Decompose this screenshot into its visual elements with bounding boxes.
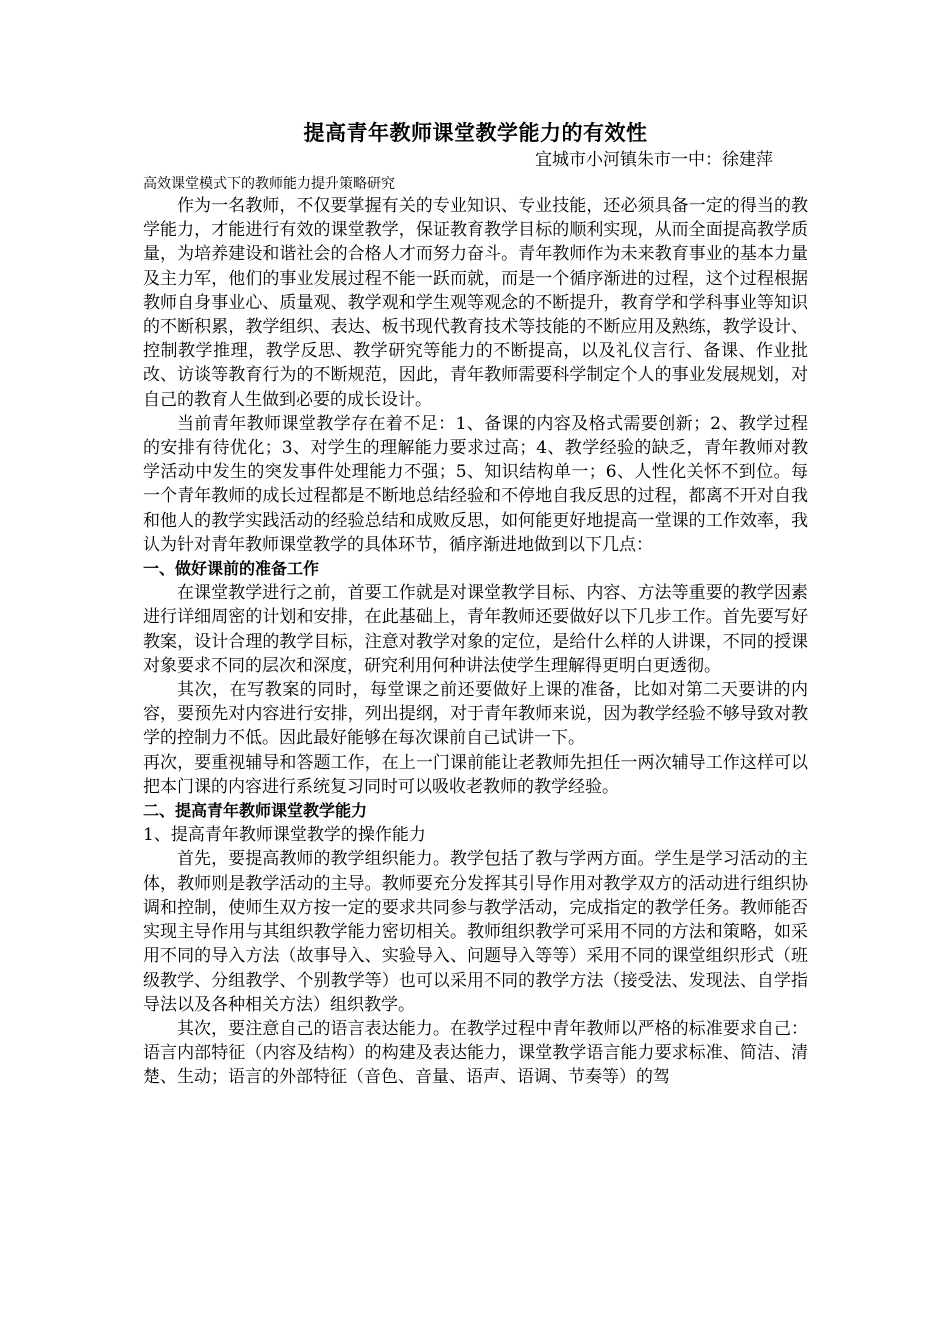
- author-line: 宜城市小河镇朱市一中：徐建萍: [535, 150, 773, 170]
- section-2-heading: 二、提高青年教师课堂教学能力: [143, 801, 368, 821]
- document-page: [143, 118, 808, 1090]
- intro-paragraph-1: 作为一名教师，不仅要掌握有关的专业知识、专业技能，还必须具备一定的得当的教学能力，才能进行有效的课堂教学，保证教育教学目标的顺利实现，从而全面提高教学质量，为培养建设和谐社会的合格人才而努力奋斗。青年教师作为未来教育事业的基本力量及主力军，他们的事业发展过程不能一跃而就，而是一个循序渐进的过程，这个过程根据教师自身事业心、质量观、教学观和学生观等观念的不断提升，教育学和学科事业等知识的不断积累，教学组织、表达、板书现代教育技术等技能的不断应用及熟练，教学设计、控制教学推理，教学反思、教学研究等能力的不断提高，以及礼仪言行、备课、作业批改、访谈等教育行为的不断规范，因此，青年教师需要科学制定个人的事业发展规划，对自己的教育人生做到必要的成长设计。: [143, 196, 808, 410]
- section-1-paragraph-1: 在课堂教学进行之前，首要工作就是对课堂教学目标、内容、方法等重要的教学因素进行详细周密的计划和安排，在此基础上，青年教师还要做好以下几步工作。首先要写好教案，设计合理的教学目标，注意对教学对象的定位，是给什么样的人讲课，不同的授课对象要求不同的层次和深度，研究利用何种讲法使学生理解得更明白更透彻。: [143, 583, 808, 676]
- section-1-heading: 一、做好课前的准备工作: [143, 559, 320, 579]
- section-1-paragraph-3: 再次，要重视辅导和答题工作，在上一门课前能让老教师先担任一两次辅导工作这样可以把本门课的内容进行系统复习同时可以吸收老教师的教学经验。: [143, 752, 808, 797]
- intro-paragraph-2: 当前青年教师课堂教学存在着不足：1、备课的内容及格式需要创新；2、教学过程的安排有待优化；3、对学生的理解能力要求过高；4、教学经验的缺乏，青年教师对教学活动中发生的突发事件处理能力不强；5、知识结构单一；6、人性化关怀不到位。每一个青年教师的成长过程都是不断地总结经验和不停地自我反思的过程，都离不开对自我和他人的教学实践活动的经验总结和成败反思，如何能更好地提高一堂课的工作效率，我认为针对青年教师课堂教学的具体环节，循序渐进地做到以下几点：: [143, 413, 808, 555]
- document-subtitle: 高效课堂模式下的教师能力提升策略研究: [143, 176, 395, 192]
- section-2-paragraph-2: 其次，要注意自己的语言表达能力。在教学过程中青年教师以严格的标准要求自己：语言内部特征（内容及结构）的构建及表达能力，课堂教学语言能力要求标准、简洁、清楚、生动；语言的外部特征（音色、音量、语声、语调、节奏等）的驾: [143, 1018, 808, 1088]
- section-2-subheading-1: 1、提高青年教师课堂教学的操作能力: [143, 825, 426, 846]
- document-title: 提高青年教师课堂教学能力的有效性: [303, 121, 648, 145]
- section-2-paragraph-1: 首先，要提高教师的教学组织能力。教学包括了教与学两方面。学生是学习活动的主体，教师则是教学活动的主导。教师要充分发挥其引导作用对教学双方的活动进行组织协调和控制，使师生双方按一定的要求共同参与教学活动，完成指定的教学任务。教师能否实现主导作用与其组织教学能力密切相关。教师组织教学可采用不同的方法和策略，如采用不同的导入方法（故事导入、实验导入、问题导入等等）采用不同的课堂组织形式（班级教学、分组教学、个别教学等）也可以采用不同的教学方法（接受法、发现法、自学指导法以及各种相关方法）组织教学。: [143, 849, 808, 1015]
- section-1-paragraph-2: 其次，在写教案的同时，每堂课之前还要做好上课的准备，比如对第二天要讲的内容，要预先对内容进行安排，列出提纲，对于青年教师来说，因为教学经验不够导致对教学的控制力不低。因此最好能够在每次课前自己试讲一下。: [143, 680, 808, 749]
